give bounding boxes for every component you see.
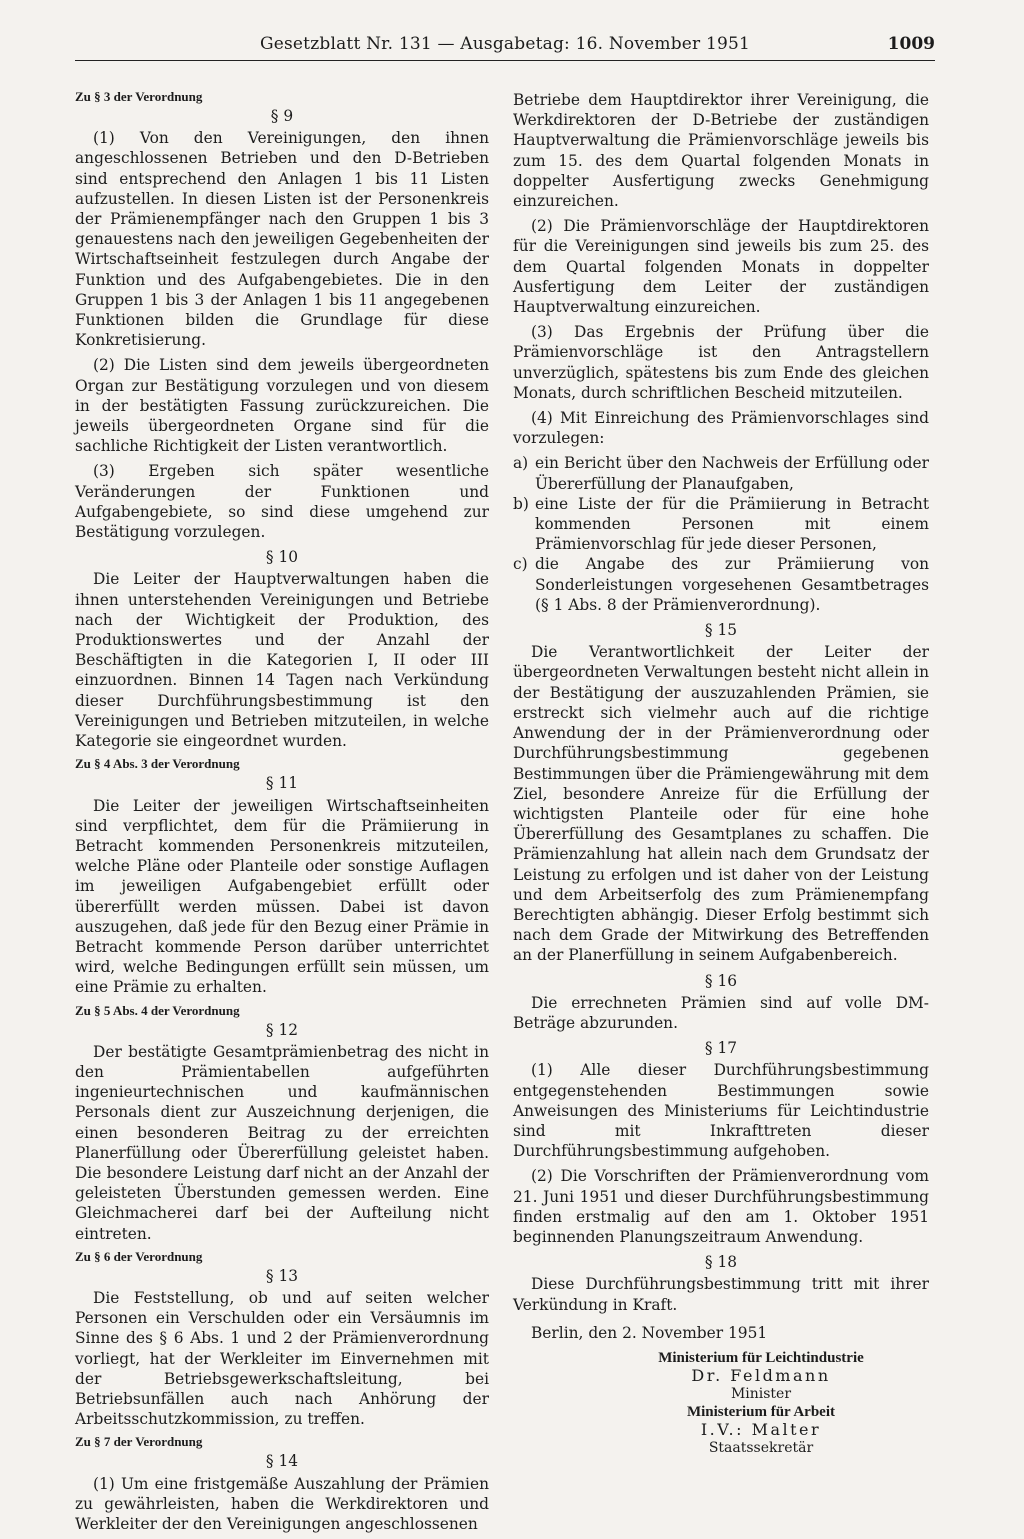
signatory-name: I.V.: Malter bbox=[700, 1419, 822, 1439]
list-text: ein Bericht über den Nachweis der Erfüllung oder Übererfüllung der Planaufgaben, bbox=[535, 454, 929, 493]
paragraph-text: (4) Mit Einreichung des Prämienvorschlages sind vorzulegen: bbox=[513, 409, 929, 448]
paragraph-text: (1) Um eine fristgemäße Auszahlung der Prämien zu gewährleisten, haben die Werkdirektoren und Werkleiter der den Vereinigungen angeschlossenen bbox=[75, 1474, 489, 1533]
signatory-role: Staatssekretär bbox=[708, 1439, 814, 1456]
left-column bbox=[75, 85, 489, 1539]
paragraph-heading: § 18 bbox=[704, 1253, 738, 1272]
paragraph-text: Die Feststellung, ob und auf seiten welcher Personen ein Verschulden oder ein Versäumnis im Sinne des § 6 Abs. 1 und 2 der Prämienverordnung vorliegt, hat der Werkleiter im Einvernehmen mit der Betriebsgewerkschaftsleitung, bei Betriebsunfällen auch nach Anhörung der Arbeitsschutzkommission, zu treffen. bbox=[75, 1288, 489, 1429]
section-reference: Zu § 4 Abs. 3 der Verordnung bbox=[75, 756, 240, 772]
paragraph-heading: § 14 bbox=[265, 1452, 299, 1471]
signatory-ministry: Ministerium für Leichtindustrie bbox=[658, 1349, 864, 1366]
paragraph-heading: § 13 bbox=[265, 1266, 299, 1285]
paragraph-heading: § 16 bbox=[704, 971, 738, 990]
enumerated-list bbox=[513, 453, 929, 615]
paragraph-text: Betriebe dem Hauptdirektor ihrer Vereinigung, die Werkdirektoren der D-Betriebe der zuständigen Hauptverwaltung die Prämienvorschläge jeweils bis zum 15. des dem Quartal folgenden Monats in doppelter Ausfertigung zwecks Genehmigung einzureichen. bbox=[513, 91, 929, 211]
paragraph-text: Die Leiter der jeweiligen Wirtschaftseinheiten sind verpflichtet, dem für die Prämiierung in Betracht kommenden Personenkreis mitzuteilen, welche Pläne oder Planteile oder sonstige Auflagen im jeweiligen Aufgabengebiet erfüllt oder übererfüllt werden müssen. Dabei ist davon auszugehen, daß jede für den Bezug einer Prämie in Betracht kommende Person darüber unterrichtet wird, welche Bedingungen erfüllt sein müssen, um eine Prämie zu erhalten. bbox=[75, 796, 489, 997]
list-text: eine Liste der für die Prämiierung in Betracht kommenden Personen mit einem Prämienvorschlag für jede dieser Personen, bbox=[535, 494, 929, 554]
list-text: die Angabe des zur Prämiierung von Sonderleistungen vorgesehenen Gesamtbetrages (§ 1 Abs. 8 der Prämienverordnung). bbox=[535, 555, 929, 614]
right-column bbox=[513, 90, 929, 1457]
list-letter: c) bbox=[513, 555, 528, 574]
paragraph-text: (2) Die Listen sind dem jeweils übergeordneten Organ zur Bestätigung vorzulegen und von diesem in der bestätigten Fassung zurückzureichen. Die jeweils übergeordneten Organe sind für die sachliche Richtigkeit der Listen verantwortlich. bbox=[75, 356, 489, 456]
paragraph-heading: § 10 bbox=[265, 548, 299, 567]
paragraph-text: Die Leiter der Hauptverwaltungen haben die ihnen unterstehenden Vereinigungen und Betriebe nach der Wichtigkeit der Produktion, des Produktionswertes und der Anzahl der Beschäftigten in die Kategorien I, II oder III einzuordnen. Binnen 14 Tagen nach Verkündung dieser Durchführungsbestimmung ist den Vereinigungen und Betrieben mitzuteilen, in welche Kategorie sie eingeordnet wurden. bbox=[75, 570, 489, 751]
paragraph-heading: § 15 bbox=[704, 621, 738, 640]
paragraph-text: (2) Die Prämienvorschläge der Hauptdirektoren für die Vereinigungen sind jeweils bis zum 25. des dem Quartal folgenden Monats in doppelter Ausfertigung dem Leiter der zuständigen Hauptverwaltung einzureichen. bbox=[513, 217, 929, 317]
paragraph-text: Die Verantwortlichkeit der Leiter der übergeordneten Verwaltungen besteht nicht allein in der Bestätigung der auszuzahlenden Prämien, sie erstreckt sich vielmehr auch auf die richtige Anwendung der in der Prämienverordnung oder Durchführungsbestimmung gegebenen Bestimmungen über die Prämiengewährung mit dem Ziel, besondere Anreize für die Erfüllung der wichtigsten Planteile oder für eine hohe Übererfüllung des Gesamtplanes zu schaffen. Die Prämienzahlung hat allein nach dem Grundsatz der Leistung zu erfolgen und ist daher von der Leistung und dem Arbeitserfolg des zum Prämienempfang Berechtigten abhängig. Dieser Erfolg bestimmt sich nach dem Grade der Mitwirkung des Betreffenden an der Planerfüllung in seinem Aufgabenbereich. bbox=[513, 643, 929, 965]
paragraph-heading: § 11 bbox=[265, 774, 299, 793]
paragraph-text: (3) Das Ergebnis der Prüfung über die Prämienvorschläge ist den Antragstellern unverzüglich, spätestens bis zum Ende des gleichen Monats, durch schriftlichen Bescheid mitzuteilen. bbox=[513, 323, 929, 402]
paragraph-text: (1) Von den Vereinigungen, den ihnen angeschlossenen Betrieben und den D-Betrieben sind entsprechend den Anlagen 1 bis 11 Listen aufzustellen. In diesen Listen ist der Personenkreis der Prämienempfänger nach den Gruppen 1 bis 3 genauestens nach den jeweiligen Gegebenheiten der Wirtschaftseinheit festzulegen durch Angabe der Funktion und des Aufgabengebietes. Die in den Gruppen 1 bis 3 der Anlagen 1 bis 11 angegebenen Funktionen bilden die Grundlage für diese Konkretisierung. bbox=[75, 129, 489, 350]
list-item bbox=[513, 554, 929, 615]
place-date: Berlin, den 2. November 1951 bbox=[531, 1323, 768, 1342]
paragraph-text: (1) Alle dieser Durchführungsbestimmung entgegenstehenden Bestimmungen sowie Anweisungen des Ministeriums für Leichtindustrie sind mit Inkrafttreten dieser Durchführungsbestimmung aufgehoben. bbox=[513, 1061, 929, 1161]
page-number: 1009 bbox=[887, 34, 935, 54]
page-header bbox=[75, 34, 935, 61]
header-title: Gesetzblatt Nr. 131 — Ausgabetag: 16. November 1951 bbox=[259, 34, 751, 54]
paragraph-text: Diese Durchführungsbestimmung tritt mit ihrer Verkündung in Kraft. bbox=[513, 1275, 929, 1314]
list-letter: b) bbox=[513, 494, 529, 513]
list-letter: a) bbox=[513, 454, 529, 473]
paragraph-text: (3) Ergeben sich später wesentliche Veränderungen der Funktionen und Aufgabengebiete, so sind diese umgehend zur Bestätigung vorzulegen. bbox=[75, 462, 489, 542]
paragraph-heading: § 9 bbox=[270, 107, 294, 125]
signatory-role: Minister bbox=[730, 1385, 792, 1402]
section-reference: Zu § 5 Abs. 4 der Verordnung bbox=[75, 1002, 240, 1018]
signature-block bbox=[593, 1349, 929, 1457]
list-item bbox=[513, 453, 929, 493]
paragraph-heading: § 12 bbox=[265, 1020, 299, 1039]
paragraph-text: Die errechneten Prämien sind auf volle DM-Beträge abzurunden. bbox=[513, 993, 929, 1032]
section-reference: Zu § 6 der Verordnung bbox=[75, 1248, 203, 1264]
signatory-ministry: Ministerium für Arbeit bbox=[686, 1403, 836, 1420]
paragraph-text: (2) Die Vorschriften der Prämienverordnung vom 21. Juni 1951 und dieser Durchführungsbestimmung finden erstmalig auf den am 1. Oktober 1951 beginnenden Planungszeitraum Anwendung. bbox=[513, 1167, 929, 1246]
section-reference: Zu § 3 der Verordnung bbox=[75, 89, 203, 104]
list-item bbox=[513, 494, 929, 555]
paragraph-heading: § 17 bbox=[704, 1039, 738, 1058]
section-reference: Zu § 7 der Verordnung bbox=[75, 1434, 203, 1450]
paragraph-text: Der bestätigte Gesamtprämienbetrag des nicht in den Prämientabellen aufgeführten ingenieurtechnischen und kaufmännischen Personals dient zur Auszeichnung derjenigen, die einen besonderen Beitrag zu der erreichten Planerfüllung oder Übererfüllung geleistet haben. Die besondere Leistung darf nicht an der Anzahl der geleisteten Überstunden gemessen werden. Eine Gleichmacherei darf bei der Aufteilung nicht eintreten. bbox=[75, 1042, 489, 1243]
signatory-name: Dr. Feldmann bbox=[691, 1365, 831, 1385]
